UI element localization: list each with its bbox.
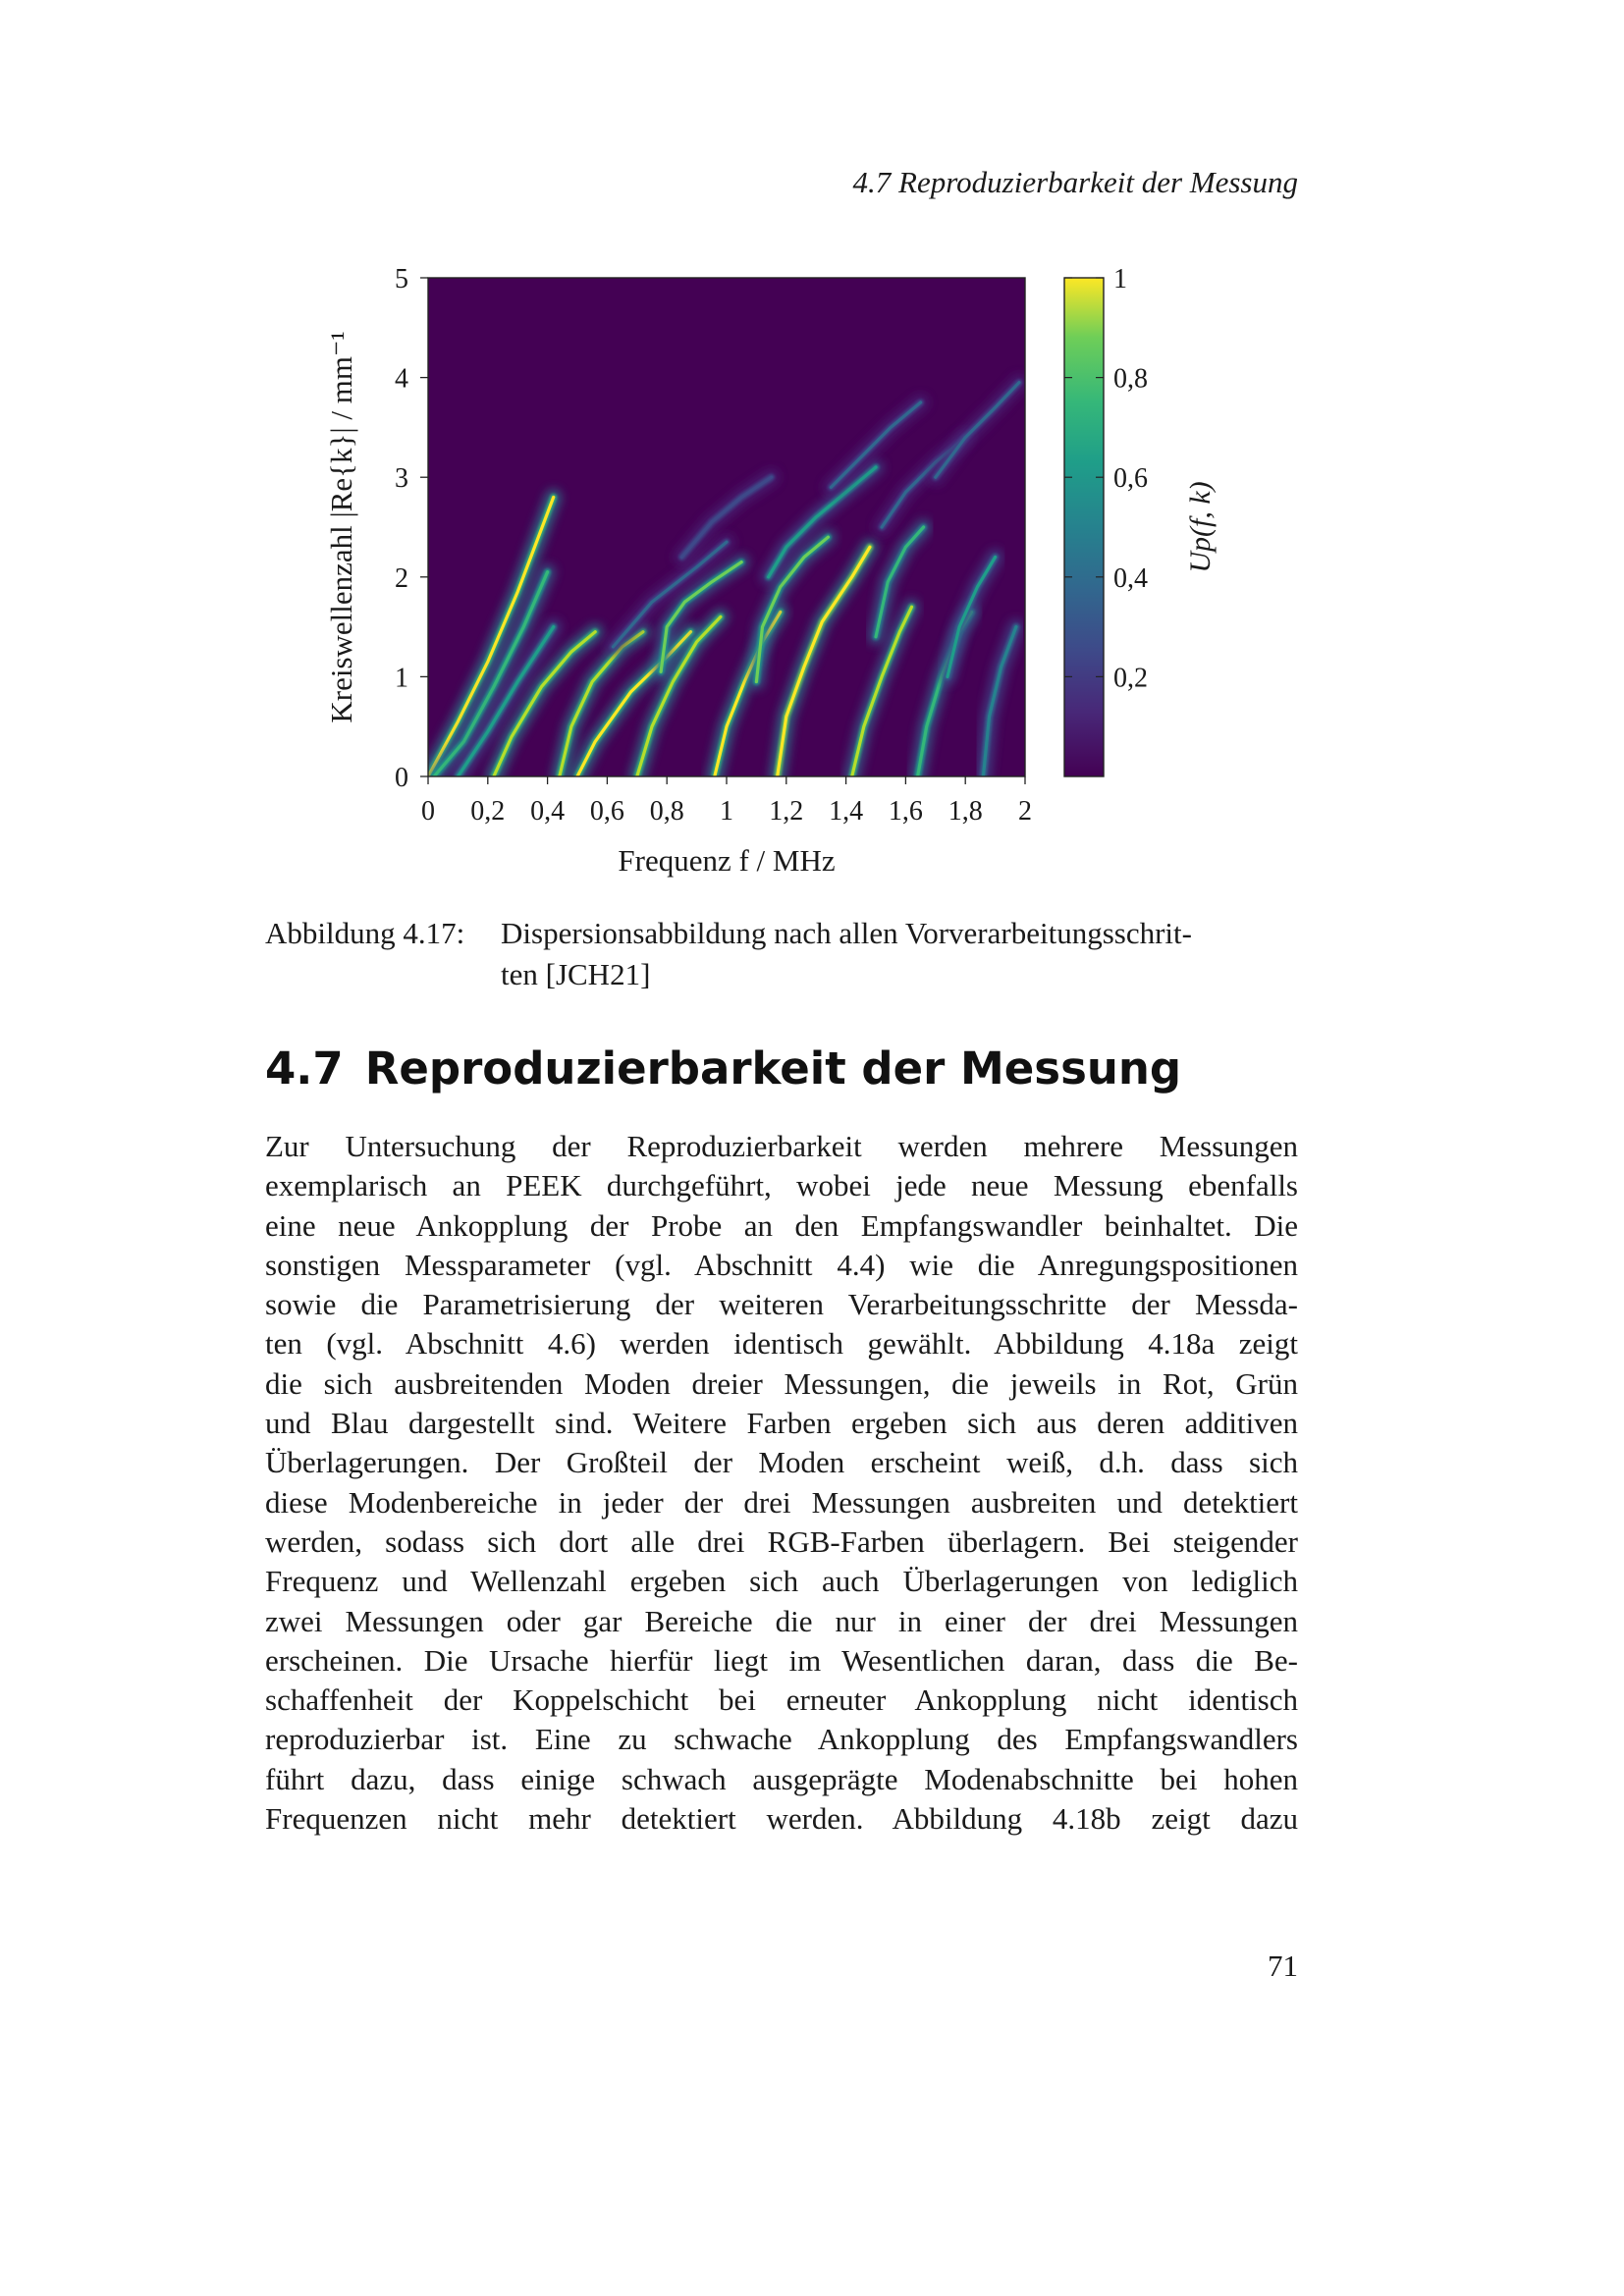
y-tick-label: 5 [395, 264, 408, 294]
body-line: sonstigen Messparameter (vgl. Abschnitt 4.4) wie die Anregungspositionen [265, 1247, 1298, 1282]
caption-text-line-2: ten [JCH21] [501, 957, 651, 991]
running-head: 4.7 Reproduzierbarkeit der Messung [852, 165, 1298, 199]
x-tick-label: 1,2 [769, 796, 804, 827]
body-line: diese Modenbereiche in jeder der drei Messungen ausbreiten und detektiert [265, 1484, 1298, 1520]
x-tick-label: 1,6 [888, 796, 923, 827]
body-line: ten (vgl. Abschnitt 4.6) werden identisch gewählt. Abbildung 4.18a zeigt [265, 1326, 1298, 1362]
section-title: Reproduzierbarkeit der Messung [364, 1042, 1182, 1095]
body-line: zwei Messungen oder gar Bereiche die nur in einer der drei Messungen [265, 1603, 1298, 1638]
y-axis-label: Kreiswellenzahl |Re{k}| / mm⁻¹ [324, 331, 358, 723]
body-line: werden, sodass sich dort alle drei RGB-Farben überlagern. Bei steigender [265, 1523, 1298, 1559]
dispersion-chart [295, 250, 1237, 898]
colorbar-tick-label: 0,2 [1113, 663, 1148, 694]
caption-label: Abbildung 4.17: [265, 916, 465, 950]
y-tick-label: 2 [395, 562, 408, 594]
body-line: eine neue Ankopplung der Probe an den Empfangswandler beinhaltet. Die [265, 1207, 1298, 1243]
x-tick-label: 1,8 [947, 796, 983, 827]
colorbar [1064, 278, 1104, 776]
y-tick-label: 3 [395, 463, 408, 495]
colorbar-label: Up(f, k) [1184, 481, 1217, 573]
y-tick-label: 4 [395, 363, 408, 395]
body-line: exemplarisch an PEEK durchgeführt, wobei jede neue Messung ebenfalls [265, 1168, 1298, 1203]
body-line: reproduzierbar ist. Eine zu schwache Ankopplung des Empfangswandlers [265, 1722, 1298, 1757]
x-tick-label: 1 [720, 796, 733, 827]
colorbar-tick-label: 0,4 [1113, 562, 1148, 594]
y-axis-ticks [395, 264, 428, 793]
x-tick-label: 2 [1018, 796, 1032, 827]
colorbar-tick-label: 1 [1113, 264, 1127, 294]
body-line: und Blau dargestellt sind. Weitere Farben ergeben sich aus deren additiven [265, 1406, 1298, 1441]
body-line: sowie die Parametrisierung der weiteren Verarbeitungsschritte der Messda- [265, 1287, 1298, 1322]
colorbar-tick-label: 0,8 [1113, 363, 1148, 395]
x-tick-label: 0,8 [649, 796, 684, 827]
body-line: die sich ausbreitenden Moden dreier Messungen, die jeweils in Rot, Grün [265, 1365, 1298, 1401]
body-line: Frequenz und Wellenzahl ergeben sich auch Überlagerungen von lediglich [265, 1564, 1298, 1599]
x-tick-label: 0,6 [589, 796, 624, 827]
body-paragraph [265, 1127, 1298, 1839]
x-tick-label: 1,4 [829, 796, 864, 827]
x-axis-label: Frequenz f / MHz [618, 843, 836, 878]
y-tick-label: 0 [395, 763, 408, 793]
dispersion-figure [295, 250, 1237, 898]
body-line: Frequenzen nicht mehr detektiert werden. Abbildung 4.18b zeigt dazu [265, 1801, 1298, 1837]
caption-text-line-1: Dispersionsabbildung nach allen Vorverarbeitungsschrit- [501, 916, 1192, 950]
body-line: Überlagerungen. Der Großteil der Moden erscheint weiß, d.h. dass sich [265, 1445, 1298, 1480]
caption-text [501, 913, 1296, 995]
x-axis-ticks [421, 776, 1032, 827]
x-tick-label: 0 [421, 796, 435, 827]
figure-caption [265, 913, 1306, 995]
x-tick-label: 0,2 [470, 796, 506, 827]
x-tick-label: 0,4 [530, 796, 566, 827]
colorbar-tick-label: 0,6 [1113, 463, 1148, 495]
body-line: erscheinen. Die Ursache hierfür liegt im Wesentlichen daran, dass die Be- [265, 1642, 1298, 1678]
body-line: führt dazu, dass einige schwach ausgeprägte Modenabschnitte bei hohen [265, 1761, 1298, 1796]
body-line: Zur Untersuchung der Reproduzierbarkeit werden mehrere Messungen [265, 1129, 1298, 1163]
section-number: 4.7 [265, 1042, 344, 1095]
y-tick-label: 1 [395, 663, 408, 694]
page-number: 71 [1268, 1949, 1298, 1983]
body-line: schaffenheit der Koppelschicht bei erneuter Ankopplung nicht identisch [265, 1682, 1298, 1718]
section-heading [265, 1042, 1181, 1095]
